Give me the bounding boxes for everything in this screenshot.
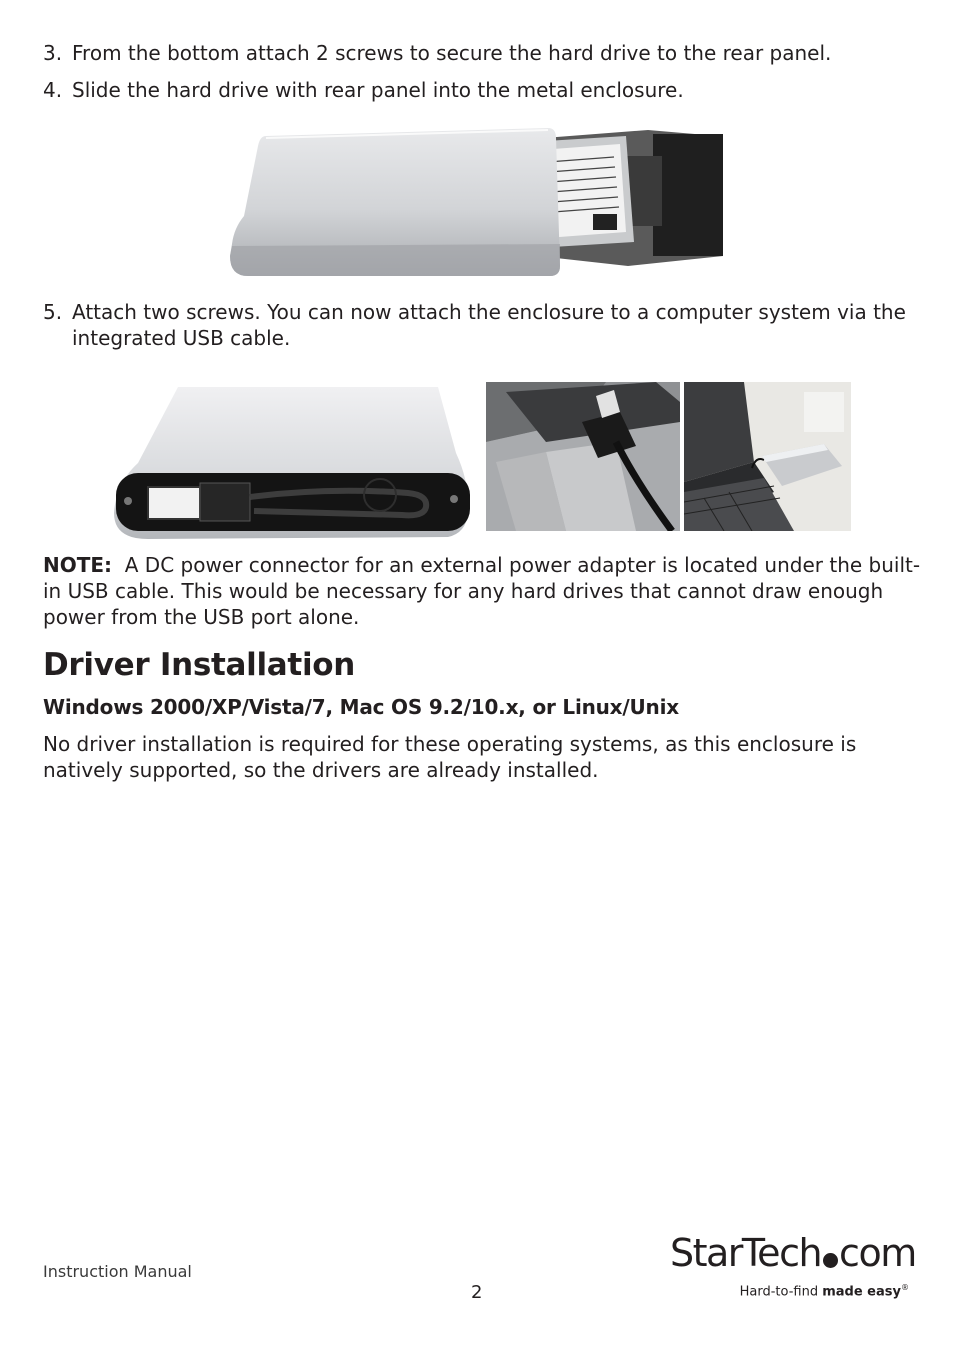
note-label: NOTE: (43, 553, 113, 577)
enclosure-end-photo (108, 383, 480, 545)
enclosure-slide-photo (218, 116, 734, 288)
step-number: 5. (43, 300, 63, 324)
note-text-1: A DC power connector for an external power adapter is located under the built- (112, 553, 921, 577)
step-4 (43, 77, 923, 103)
step-text-line-2: integrated USB cable. (72, 326, 291, 350)
enclosure-end-image (108, 383, 480, 545)
footer-manual-label: Instruction Manual (43, 1262, 192, 1281)
usb-plug-photo (486, 382, 680, 531)
step-number: 4. (43, 78, 63, 102)
logo-dot-icon (823, 1253, 838, 1268)
logo-text-left: StarTech (670, 1231, 822, 1275)
enclosure-slide-image (218, 116, 734, 288)
step-text-line-1: Attach two screws. You can now attach the enclosure to a computer system via the (72, 300, 906, 324)
step-number: 3. (43, 41, 63, 65)
page-number: 2 (471, 1282, 483, 1303)
step-5 (43, 299, 923, 351)
tagline-bold: made easy (822, 1284, 901, 1300)
driver-line-1: No driver installation is required for these operating systems, as this enclosure is (43, 732, 857, 756)
note-paragraph (43, 552, 923, 630)
note-line-3: power from the USB port alone. (43, 605, 360, 629)
startech-logo (670, 1230, 915, 1310)
tagline-regular: Hard-to-find (739, 1284, 823, 1300)
usb-plug-image (486, 382, 680, 531)
laptop-connected-photo (684, 382, 851, 531)
step-3 (43, 40, 923, 66)
tagline-registered-mark: ® (901, 1283, 909, 1292)
os-subheading: Windows 2000/XP/Vista/7, Mac OS 9.2/10.x, or Linux/Unix (43, 695, 679, 719)
logo-text-right: com (839, 1231, 916, 1275)
driver-line-2: natively supported, so the drivers are already installed. (43, 758, 599, 782)
laptop-connected-image (684, 382, 851, 531)
note-line-1 (43, 552, 923, 578)
logo-tagline (740, 1283, 909, 1299)
logo-wordmark (670, 1230, 916, 1276)
note-line-2: in USB cable. This would be necessary for any hard drives that cannot draw enough (43, 579, 884, 603)
driver-paragraph (43, 731, 923, 783)
step-text: From the bottom attach 2 screws to secure the hard drive to the rear panel. (72, 41, 832, 65)
section-heading: Driver Installation (43, 647, 356, 683)
step-text: Slide the hard drive with rear panel into the metal enclosure. (72, 78, 684, 102)
